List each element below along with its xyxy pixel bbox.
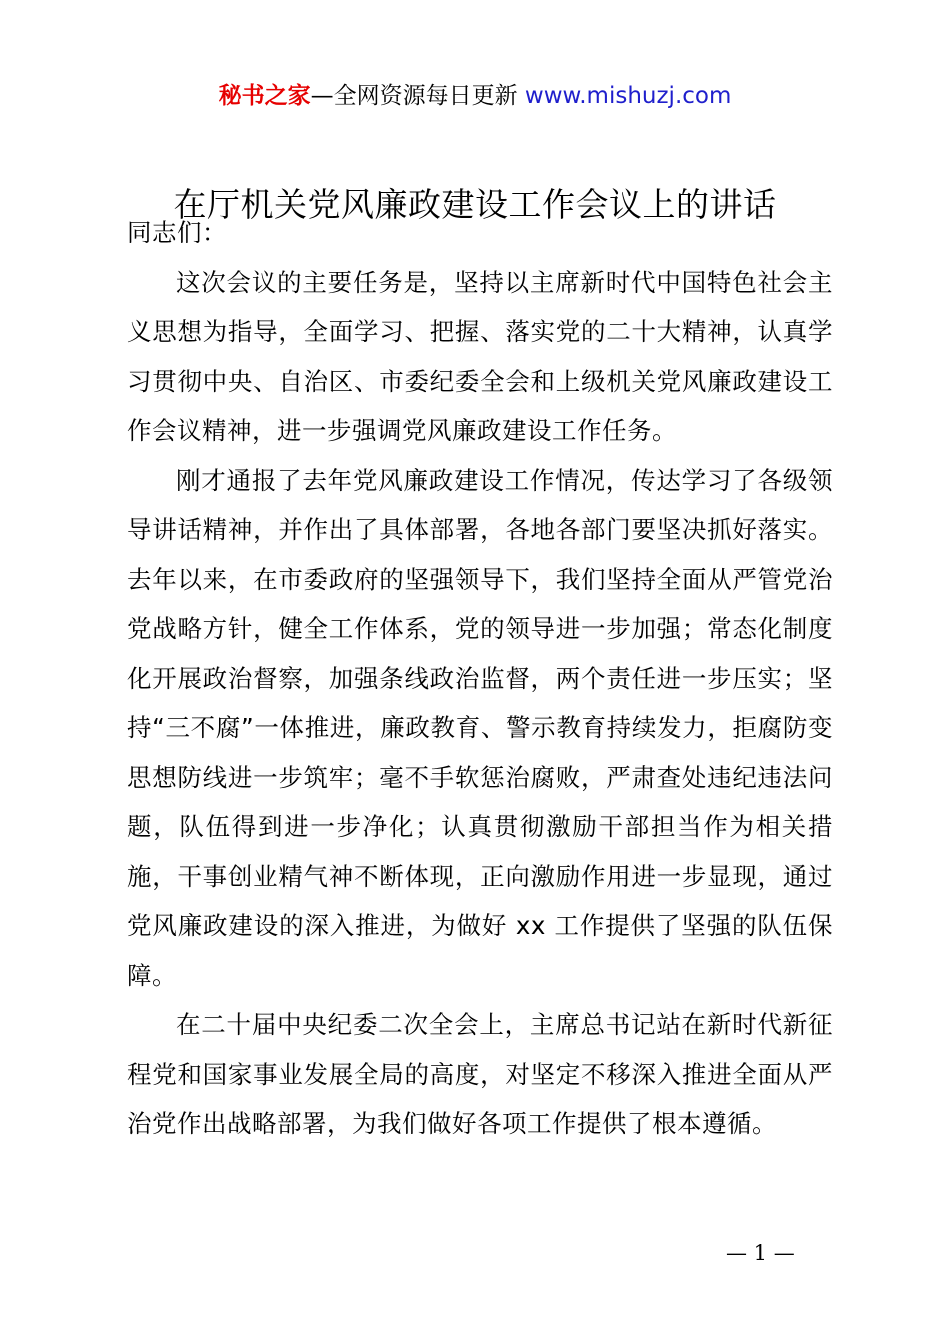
site-header: [0, 80, 950, 112]
salutation: 同志们：: [127, 218, 227, 247]
document-body: [127, 208, 833, 1149]
page-number: — 1 —: [726, 1241, 795, 1265]
document-title: 在厅机关党风廉政建设工作会议上的讲话: [173, 185, 777, 224]
site-url-link[interactable]: www.mishuzj.com: [524, 83, 732, 109]
header-tagline: —全网资源每日更新: [310, 83, 525, 109]
paragraph-1: 这次会议的主要任务是，坚持以主席新时代中国特色社会主义思想为指导，全面学习、把握、落实党的二十大精神，认真学习贯彻中央、自治区、市委纪委全会和上级机关党风廉政建设工作会议精神，进一步强调党风廉政建设工作任务。: [127, 267, 833, 445]
paragraph-2: 刚才通报了去年党风廉政建设工作情况，传达学习了各级领导讲话精神，并作出了具体部署，各地各部门要坚决抓好落实。去年以来，在市委政府的坚强领导下，我们坚持全面从严管党治党战略方针，健全工作体系，党的领导进一步加强；常态化制度化开展政治督察，加强条线政治监督，两个责任进一步压实；坚持“三不腐”一体推进，廉政教育、警示教育持续发力，拒腐防变思想防线进一步筑牢；毫不手软惩治腐败，严肃查处违纪违法问题，队伍得到进一步净化；认真贯彻激励干部担当作为相关措施，干事创业精气神不断体现，正向激励作用进一步显现，通过党风廉政建设的深入推进，为做好 xx 工作提供了坚强的队伍保障。: [127, 465, 833, 990]
paragraph-3: 在二十届中央纪委二次全会上，主席总书记站在新时代新征程党和国家事业发展全局的高度，对坚定不移深入推进全面从严治党作出战略部署，为我们做好各项工作提供了根本遵循。: [127, 1010, 833, 1138]
brand-name: 秘书之家: [218, 83, 311, 109]
